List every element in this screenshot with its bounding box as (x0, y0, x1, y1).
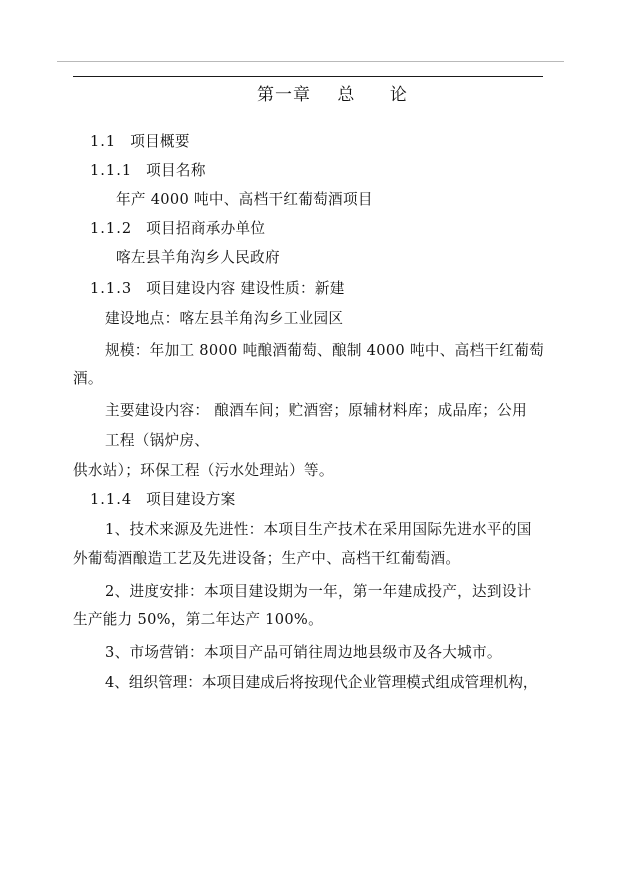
section-number: 1.1.4 (90, 491, 133, 508)
section-heading-1-1-2 (90, 220, 265, 238)
plan-item-1-line-1: 1、技术来源及先进性：本项目生产技术在采用国际先进水平的国 (105, 521, 532, 538)
section-heading-1-1 (90, 133, 190, 151)
section-number: 1.1.3 (90, 280, 133, 297)
plan-item-3-line-1: 3、市场营销：本项目产品可销往周边地县级市及各大城市。 (105, 644, 502, 661)
plan-item-2-line-1: 2、进度安排：本项目建设期为一年，第一年建成投产，达到设计 (105, 583, 532, 600)
section-title: 项目概要 (130, 133, 190, 150)
main-content-line-3: 供水站）；环保工程（污水处理站）等。 (73, 462, 334, 479)
section-title: 项目招商承办单位 (146, 220, 266, 237)
section-title: 项目名称 (146, 162, 206, 179)
main-content-line-1: 主要建设内容： 酿酒车间；贮酒窖；原辅材料库；成品库；公用 (105, 402, 527, 419)
chapter-word-1: 总 (337, 85, 356, 105)
section-title: 项目建设内容 建设性质：新建 (146, 280, 345, 297)
section-number: 1.1.2 (90, 220, 133, 237)
chapter-word-2: 论 (389, 85, 408, 105)
header-rule-thin (57, 61, 564, 62)
section-title: 项目建设方案 (146, 491, 236, 508)
sponsor-unit: 喀左县羊角沟乡人民政府 (116, 249, 280, 266)
plan-item-2-line-2: 生产能力 50%，第二年达产 100%。 (73, 611, 323, 628)
chapter-number: 第一章 (257, 85, 311, 105)
scale-line-2: 酒。 (73, 370, 103, 387)
header-rule (73, 76, 543, 77)
chapter-title (257, 86, 408, 104)
section-number: 1.1.1 (90, 162, 133, 179)
section-heading-1-1-1 (90, 162, 206, 180)
section-number: 1.1 (90, 133, 117, 150)
plan-item-1-line-2: 外葡萄酒酿造工艺及先进设备；生产中、高档干红葡萄酒。 (73, 550, 461, 567)
project-name: 年产 4000 吨中、高档干红葡萄酒项目 (116, 191, 373, 208)
construction-location: 建设地点：喀左县羊角沟乡工业园区 (105, 310, 344, 327)
section-heading-1-1-4 (90, 491, 236, 509)
section-heading-1-1-3 (90, 280, 345, 298)
scale-line-1: 规模：年加工 8000 吨酿酒葡萄、酿制 4000 吨中、高档干红葡萄 (105, 342, 544, 359)
main-content-line-2: 工程（锅炉房、 (105, 432, 210, 449)
plan-item-4-line-1: 4、组织管理：本项目建成后将按现代企业管理模式组成管理机构， (105, 674, 538, 691)
